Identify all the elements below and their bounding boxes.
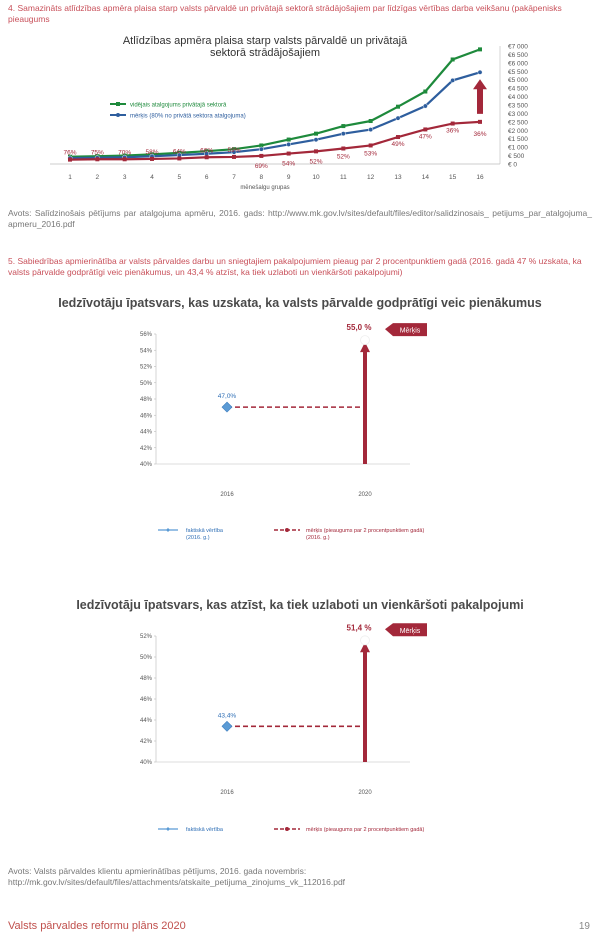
chart1-legend-marker: [116, 113, 120, 117]
chart1-xtick: 12: [367, 174, 375, 181]
honesty-chart: [110, 320, 490, 550]
chart1-point: [177, 156, 181, 160]
ytick: 52%: [139, 634, 152, 641]
section5-heading: [8, 256, 592, 278]
chart1-point: [368, 127, 372, 131]
ytick: 50%: [139, 655, 152, 662]
chart1-xtick: 6: [204, 174, 209, 181]
chart1-point: [423, 104, 427, 108]
chart1-gap-label: 59%: [227, 146, 241, 154]
legend-actual-line2: (2016. g.): [186, 535, 210, 541]
chart1-xtick: 3: [122, 174, 127, 181]
chart1-xlabel: mēnešalgu grupas: [240, 185, 290, 191]
chart1-ytick: €6 000: [508, 60, 528, 68]
chart1-point: [287, 138, 291, 142]
section4-source: Avots: Salīdzinošais pētījums par atalgojuma apmēru, 2016. gads: http://www.mk.gov.lv/sites/default/files/editor/salidzinosais_ petijums_par_atalgojuma_ apmeru_2016.pdf: [8, 208, 592, 229]
legend-target-marker: [285, 528, 289, 532]
ytick: 44%: [139, 718, 152, 725]
target-arrow-shaft: [363, 650, 367, 762]
chart1-xtick: 1: [68, 174, 72, 181]
ytick: 54%: [139, 348, 152, 355]
chart1-point: [68, 158, 72, 162]
chart1-ytick: €5 000: [508, 77, 528, 85]
chart1-gap-label: 49%: [391, 141, 405, 149]
ytick: 48%: [139, 676, 152, 683]
target-marker: [361, 336, 370, 345]
xtick-2016: 2016: [220, 790, 234, 796]
chart1-ytick: €3 000: [508, 110, 528, 118]
services-chart: [110, 622, 490, 842]
chart1-point: [451, 122, 455, 126]
chart1-ytick: €2 000: [508, 127, 528, 135]
chart1-legend-label: vidējais atalgojums privātajā sektorā: [130, 102, 227, 109]
chart1-xtick: 7: [232, 174, 236, 181]
chart1-point: [423, 90, 427, 94]
xtick-2020: 2020: [358, 492, 372, 498]
section5-source: [8, 866, 592, 888]
chart1-gap-label: 52%: [336, 153, 350, 161]
chart1-point: [95, 157, 99, 161]
chart1-xtick: 2: [95, 174, 100, 181]
chart1-point: [314, 149, 318, 153]
chart1-xtick: 14: [421, 174, 429, 181]
actual-point: [222, 721, 232, 731]
chart1-gap-label: 52%: [309, 158, 323, 166]
chart1-ytick: €1 500: [508, 136, 528, 144]
ytick: 42%: [139, 739, 152, 746]
xtick-2016: 2016: [220, 492, 234, 498]
chart1-point: [396, 135, 400, 139]
ytick: 48%: [139, 397, 152, 404]
chart1-point: [341, 124, 345, 128]
chart1-gap-label: 66%: [200, 147, 214, 155]
legend-target-line2: (2016. g.): [306, 535, 330, 541]
target-arrow-shaft: [363, 350, 367, 464]
chart1-point: [287, 152, 291, 156]
section4-number: 4.: [8, 3, 16, 13]
chart1-gap-label: 54%: [282, 160, 296, 168]
chart1-point: [123, 157, 127, 161]
chart1-arrow-head: [473, 79, 487, 89]
chart1-ytick: €3 500: [508, 102, 528, 110]
chart1-gap-label: 58%: [145, 148, 159, 156]
footer-title: Valsts pārvaldes reformu plāns 2020: [8, 920, 186, 932]
chart1-ytick: € 0: [508, 161, 518, 169]
chart1-point: [232, 155, 236, 159]
section4-heading-text: Samazināts atlīdzības apmēra plaisa starp valsts pārvaldē un privātajā sektorā strādājošajiem par līdzīgas vērtības darba veikšanu (pakāpenisks pieaugums: [8, 3, 562, 24]
page-number: 19: [578, 921, 590, 932]
chart1-xtick: 16: [476, 174, 484, 181]
chart1-point: [259, 147, 263, 151]
chart1-ytick: €7 000: [508, 43, 528, 51]
ytick: 56%: [139, 332, 152, 339]
chart1-point: [369, 143, 373, 147]
target-value-label: 55,0 %: [346, 323, 372, 333]
chart1-title: [123, 35, 408, 59]
chart1-ytick: € 500: [508, 153, 525, 161]
ytick: 40%: [139, 760, 152, 767]
chart1-point: [396, 105, 400, 109]
chart1-xtick: 11: [339, 174, 347, 181]
chart1-point: [451, 57, 455, 61]
chart1-title-line1: Atlīdzības apmēra plaisa starp valsts pārvaldē un privātajā: [122, 35, 408, 47]
chart1-gap-label: 70%: [118, 149, 132, 157]
chart1-gap-label: 36%: [446, 127, 460, 135]
legend-actual-label: faktiskā vērtība: [186, 827, 223, 833]
legend-actual-line1: faktiskā vērtība: [186, 528, 223, 534]
chart1-point: [341, 131, 345, 135]
chart1-ytick: €6 500: [508, 51, 528, 59]
chart1-gap-label: 36%: [473, 130, 487, 138]
xtick-2020: 2020: [358, 790, 372, 796]
actual-value-label: 47,0%: [217, 393, 237, 401]
chart1-xtick: 13: [394, 174, 402, 181]
chart3-title: Iedzīvotāju īpatsvars, kas atzīst, ka tiek uzlaboti un vienkāršoti pakalpojumi: [76, 598, 524, 612]
section4-heading: [8, 3, 592, 25]
chart1-gap-label: 76%: [63, 149, 77, 157]
chart1-point: [314, 138, 318, 142]
ytick: 52%: [139, 364, 152, 371]
chart2-title: Iedzīvotāju īpatsvars, kas uzskata, ka valsts pārvalde godprātīgi veic pienākumus: [58, 296, 542, 310]
target-marker: [361, 636, 370, 645]
chart1-ytick: €4 000: [508, 94, 528, 102]
chart1-point: [314, 132, 318, 136]
legend-target-line1: mērķis (pieaugums par 2 procentpunktiem gadā): [306, 528, 425, 534]
chart1-xtick: 8: [259, 174, 264, 181]
chart1-point: [450, 78, 454, 82]
chart1-xtick: 4: [150, 174, 154, 181]
legend-target-label: mērķis (pieaugums par 2 procentpunktiem gadā): [306, 827, 425, 833]
legend-actual-marker: [166, 528, 170, 532]
section5-source-line2: http://mk.gov.lv/sites/default/files/attachments/atskaite_petijuma_zinojums_vk_112016.pdf: [8, 877, 346, 887]
chart1-xtick: 9: [286, 174, 291, 181]
chart1-ytick: €4 500: [508, 85, 528, 93]
ytick: 46%: [139, 413, 152, 420]
chart1-point: [478, 70, 482, 74]
target-value-label: 51,4 %: [346, 623, 372, 633]
chart1-point: [205, 155, 209, 159]
chart1-point: [478, 47, 482, 51]
chart1-series-line-2: [70, 122, 480, 160]
ytick: 46%: [139, 697, 152, 704]
chart1-ytick: €5 500: [508, 68, 528, 76]
chart1-gap-label: 75%: [90, 149, 104, 157]
chart1-gap-label: 53%: [364, 150, 378, 158]
legend-target-label: [306, 528, 424, 541]
section5-number: 5.: [8, 256, 16, 266]
chart1-point: [150, 157, 154, 161]
chart1-gap-label: 47%: [418, 133, 432, 141]
chart1-xtick: 15: [449, 174, 457, 181]
chart1-xtick: 10: [312, 174, 320, 181]
ytick: 40%: [139, 462, 152, 469]
ytick: 50%: [139, 380, 152, 387]
chart1-title-line2: sektorā strādājošajiem: [209, 47, 321, 59]
section5-heading-text: Sabiedrības apmierinātība ar valsts pārvaldes darbu un sniegtajiem pakalpojumiem pieaug par 2 procentpunktiem gadā (2016. gadā 47 % uzskata, ka valsts pārvalde godprātīgi veic pienākumus, un 43,4 % atzīst, ka tiek uzlaboti un vienkāršoti pakalpojumi): [8, 256, 582, 277]
chart1-ytick: €2 500: [508, 119, 528, 127]
chart1-arrow-shaft: [477, 88, 483, 114]
chart1-xtick: 5: [177, 174, 182, 181]
chart1-ytick: €1 000: [508, 144, 528, 152]
chart1-legend-marker: [116, 102, 120, 106]
chart1-gap-label: 69%: [254, 162, 268, 170]
ytick: 42%: [139, 445, 152, 452]
chart1-point: [478, 120, 482, 124]
section5-source-line1: Avots: Valsts pārvaldes klientu apmierinātības pētījums, 2016. gada novembris:: [8, 866, 307, 876]
chart1-point: [341, 146, 345, 150]
chart1-point: [423, 127, 427, 131]
actual-value-label: 43,4%: [217, 712, 237, 720]
chart1-legend-label: mērķis (80% no privātā sektora atalgojuma): [130, 113, 246, 120]
ytick: 44%: [139, 429, 152, 436]
chart1-point: [286, 142, 290, 146]
salary-gap-chart: [40, 34, 600, 199]
chart1-point: [396, 116, 400, 120]
legend-actual-label: [186, 528, 224, 541]
target-flag-label: Mērķis: [399, 627, 421, 635]
chart1-point: [369, 119, 373, 123]
target-flag-label: Mērķis: [399, 327, 421, 335]
chart1-point: [259, 154, 263, 158]
legend-actual-marker: [166, 827, 170, 831]
actual-point: [222, 402, 232, 412]
legend-target-marker: [285, 827, 289, 831]
chart1-gap-label: 64%: [172, 148, 186, 156]
